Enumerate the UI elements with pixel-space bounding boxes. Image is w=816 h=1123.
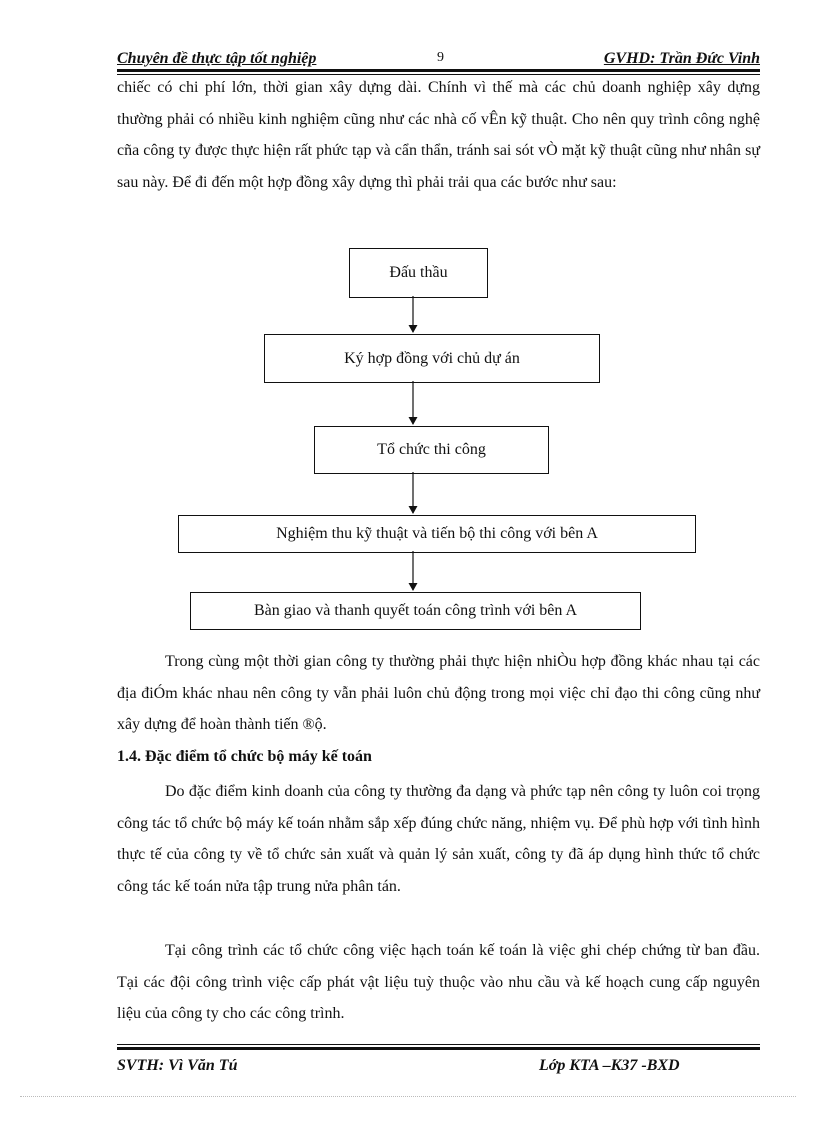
section-heading: 1.4. Đặc điểm tổ chức bộ máy kế toán xyxy=(117,748,372,765)
footer-student: SVTH: Vì Văn Tú xyxy=(117,1057,238,1074)
header-title: Chuyên đề thực tập tốt nghiệp xyxy=(117,50,317,67)
flow-arrow-1 xyxy=(405,296,421,334)
header-supervisor: GVHD: Trần Đức Vinh xyxy=(603,50,760,67)
flow-step-1: Đấu thầu xyxy=(349,248,488,298)
paragraph-accounting-organization: Do đặc điểm kinh doanh của công ty thường đa dạng và phức tạp nên công ty luôn coi trọng công tác tổ chức bộ máy kế toán nhằm sắp xếp đúng chức năng, nhiệm vụ. Để phù hợp với tình hình thực tế của công ty về tổ chức sản xuất và quản lý sản xuất, công ty đã áp dụng hình thức tổ chức công tác kế toán nửa tập trung nửa phân tán. xyxy=(117,783,760,895)
flow-step-4: Nghiệm thu kỹ thuật và tiến bộ thi công với bên A xyxy=(178,515,696,553)
page-bottom-border xyxy=(20,1096,796,1097)
flow-arrow-2 xyxy=(405,381,421,426)
page-number: 9 xyxy=(437,50,444,65)
paragraph-multiple-contracts: Trong cùng một thời gian công ty thường phải thực hiện nhiÒu hợp đồng khác nhau tại các địa điÓm khác nhau nên công ty vẫn phải luôn chủ động trong mọi việc chỉ đạo thi công cũng như xây dựng để hoàn thành tiến ®ộ. xyxy=(117,653,760,733)
footer-class: Lớp KTA –K37 -BXD xyxy=(539,1057,680,1074)
paragraph-site-accounting: Tại công trình các tổ chức công việc hạch toán kế toán là việc ghi chép chứng từ ban đầu. Tại các đội công trình việc cấp phát vật liệu tuỳ thuộc vào nhu cầu và kế hoạch cung cấp nguyên liệu của công ty cho các công trình. xyxy=(117,942,760,1022)
flow-step-5: Bàn giao và thanh quyết toán công trình với bên A xyxy=(190,592,641,630)
footer-rule-thin xyxy=(117,1044,760,1045)
footer-rule-thick xyxy=(117,1047,760,1050)
flow-step-2: Ký hợp đồng với chủ dự án xyxy=(264,334,600,383)
flow-step-3: Tổ chức thi công xyxy=(314,426,549,474)
flow-arrow-3 xyxy=(405,472,421,515)
flow-arrow-4 xyxy=(405,551,421,592)
intro-paragraph: chiếc có chi phí lớn, thời gian xây dựng dài. Chính vì thế mà các chủ doanh nghiệp xây dựng thường phải có nhiều kinh nghiệm cũng như các nhà cố vÊn kỹ thuật. Cho nên quy trình công nghệ cña công ty được thực hiện rất phức tạp và cẩn thẩn, tránh sai sót vÒ mặt kỹ thuật cũng như nhân sự sau này. Để đi đến một hợp đồng xây dựng thì phải trải qua các bước như sau: xyxy=(117,79,760,191)
page-footer xyxy=(117,1057,760,1075)
page-header xyxy=(117,50,760,68)
